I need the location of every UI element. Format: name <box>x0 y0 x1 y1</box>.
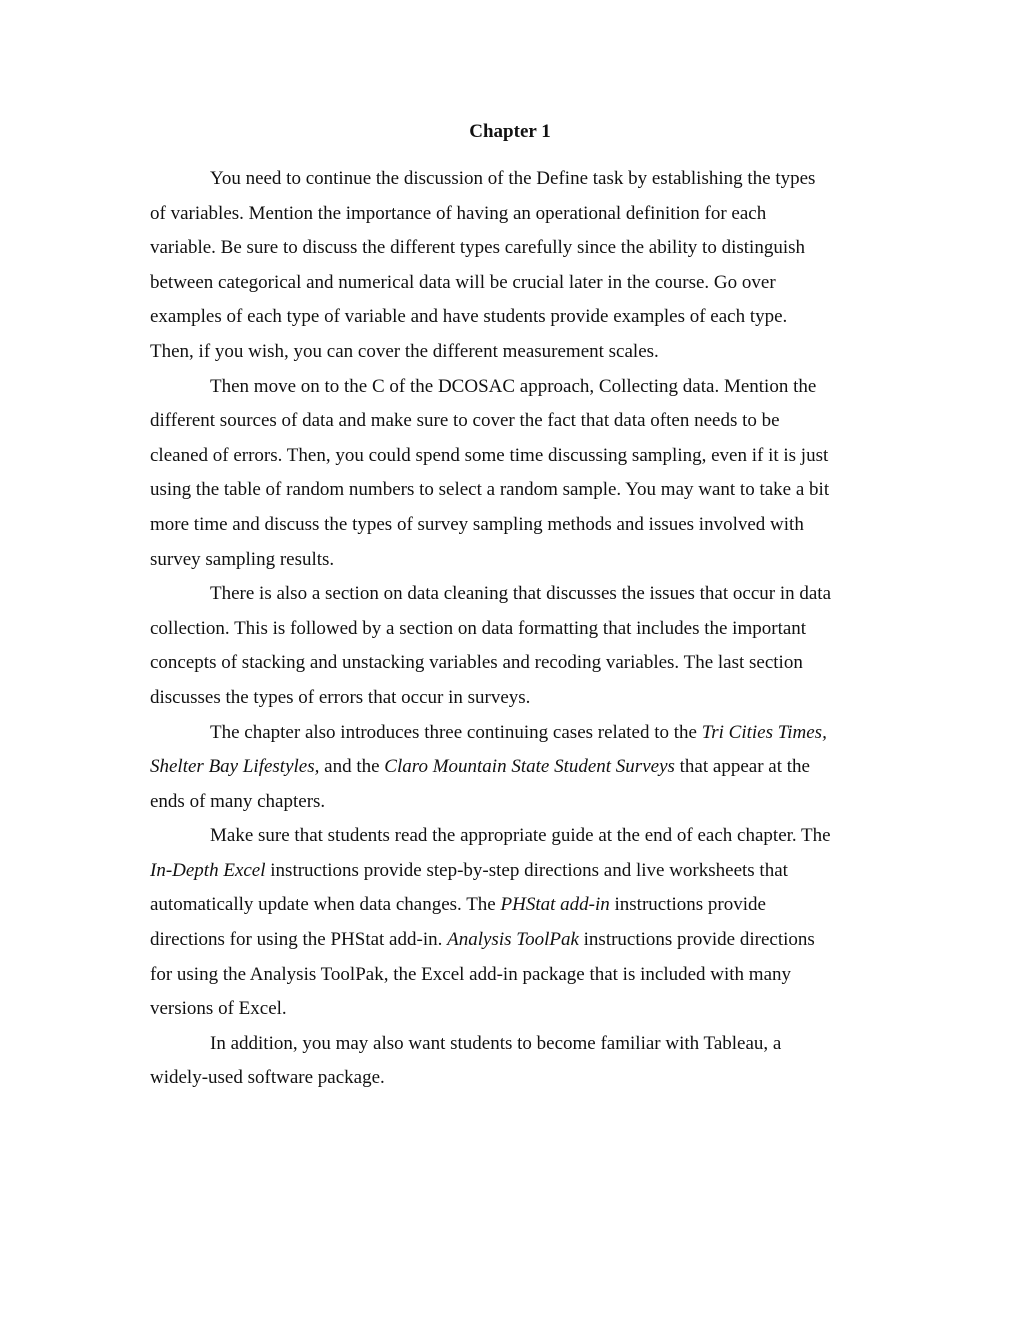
text-line <box>150 888 870 923</box>
text-run: You need to continue the discussion of the Define task by establishing the types <box>210 168 816 189</box>
text-line <box>150 231 870 266</box>
text-line <box>150 612 870 647</box>
paragraph <box>150 819 870 1027</box>
text-line <box>150 162 870 197</box>
paragraph <box>150 162 870 370</box>
text-line <box>150 577 870 612</box>
italic-title: Shelter Bay Lifestyles, <box>150 756 320 778</box>
text-run: The chapter also introduces three continuing cases related to the <box>210 721 702 743</box>
italic-title: Analysis ToolPak <box>447 929 579 951</box>
paragraph <box>150 1027 870 1096</box>
text-line <box>150 958 870 993</box>
text-run: ends of many chapters. <box>150 790 326 812</box>
text-run: for using the Analysis ToolPak, the Excel add-in package that is included with many <box>150 963 792 985</box>
text-run: automatically update when data changes. The <box>150 894 501 916</box>
text-line <box>150 1061 870 1096</box>
text-line <box>150 300 870 335</box>
text-run: different sources of data and make sure to cover the fact that data often needs to be <box>150 410 780 432</box>
text-line <box>150 923 870 958</box>
text-run: and the <box>319 756 385 778</box>
text-run: Then, if you wish, you can cover the different measurement scales. <box>150 340 659 362</box>
paragraph <box>150 577 870 715</box>
text-run: cleaned of errors. Then, you could spend some time discussing sampling, even if it is just <box>150 444 829 466</box>
text-line <box>150 266 870 301</box>
paragraph <box>150 716 870 820</box>
text-line <box>150 854 870 889</box>
text-line <box>150 508 870 543</box>
text-line <box>150 543 870 578</box>
text-run: more time and discuss the types of survey sampling methods and issues involved with <box>150 513 804 535</box>
paragraph <box>150 370 870 578</box>
text-line <box>150 370 870 405</box>
text-line <box>150 197 870 232</box>
italic-title: Claro Mountain State Student Surveys <box>384 756 675 778</box>
document-page <box>150 116 870 1096</box>
text-line <box>150 992 870 1027</box>
text-run: between categorical and numerical data will be crucial later in the course. Go over <box>150 271 776 293</box>
text-line <box>150 750 870 785</box>
text-run: discusses the types of errors that occur in surveys. <box>150 686 531 708</box>
text-line <box>150 785 870 820</box>
text-line <box>150 646 870 681</box>
text-run: using the table of random numbers to select a random sample. You may want to take a bit <box>150 479 830 501</box>
text-run: variable. Be sure to discuss the different types carefully since the ability to distinguish <box>150 237 805 259</box>
text-run: collection. This is followed by a section on data formatting that includes the important <box>150 617 807 639</box>
italic-title: PHStat add-in <box>500 894 610 916</box>
text-run: instructions provide directions <box>578 929 815 951</box>
italic-title: Tri Cities Times, <box>701 721 827 743</box>
body-text <box>150 162 870 1096</box>
text-run: instructions provide <box>609 894 766 916</box>
text-run: Make sure that students read the appropriate guide at the end of each chapter. The <box>210 825 831 847</box>
text-line <box>150 681 870 716</box>
italic-title: In-Depth Excel <box>150 859 266 881</box>
text-run: directions for using the PHStat add-in. <box>150 929 448 951</box>
text-line <box>150 335 870 370</box>
text-run: In addition, you may also want students to become familiar with Tableau, a <box>210 1032 782 1054</box>
text-run: There is also a section on data cleaning that discusses the issues that occur in data <box>210 583 832 605</box>
text-line <box>150 1027 870 1062</box>
text-line <box>150 819 870 854</box>
text-line <box>150 404 870 439</box>
text-run: concepts of stacking and unstacking variables and recoding variables. The last section <box>150 652 803 674</box>
text-run: that appear at the <box>674 756 810 778</box>
chapter-title: Chapter 1 <box>469 121 551 142</box>
text-run: versions of Excel. <box>150 998 287 1020</box>
text-run: Then move on to the C of the DCOSAC approach, Collecting data. Mention the <box>210 375 817 397</box>
text-line <box>150 439 870 474</box>
text-run: instructions provide step-by-step directions and live worksheets that <box>265 859 788 881</box>
text-run: examples of each type of variable and have students provide examples of each type. <box>150 306 788 328</box>
text-run: widely-used software package. <box>150 1067 385 1089</box>
text-run: survey sampling results. <box>150 548 335 570</box>
text-line <box>150 473 870 508</box>
text-run: of variables. Mention the importance of having an operational definition for each <box>150 202 767 224</box>
text-line <box>150 716 870 751</box>
